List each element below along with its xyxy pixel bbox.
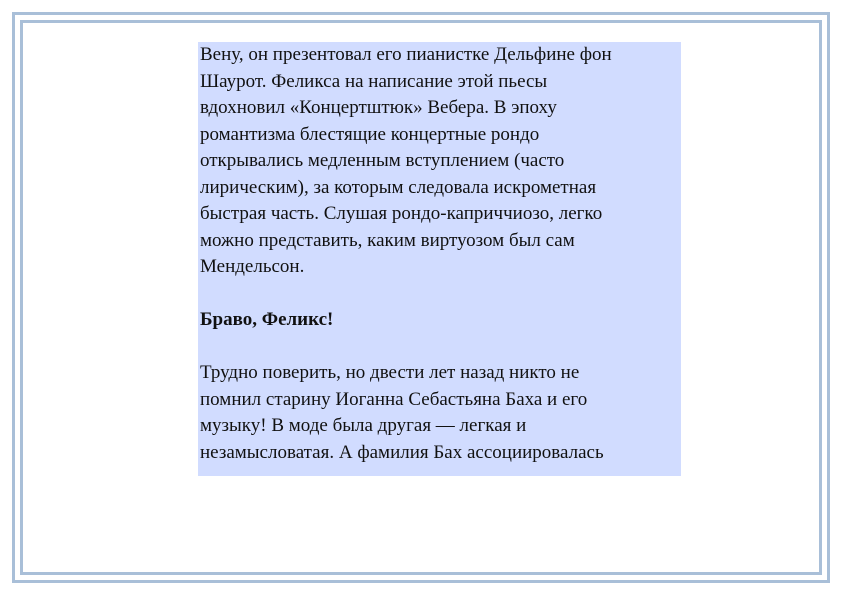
text-line: открывались медленным вступлением (часто: [200, 150, 565, 171]
text-line: Мендельсон.: [200, 256, 305, 277]
text-line: лирическим), за которым следовала искрометная: [200, 176, 597, 198]
paragraph-2: [200, 360, 679, 466]
text-line: незамысловатая. А фамилия Бах ассоциировалась: [200, 441, 604, 463]
text-line: Шаурот. Феликса на написание этой пьесы: [200, 70, 548, 92]
text-line: Трудно поверить, но двести лет назад никто не: [200, 362, 580, 383]
text-line: музыку! В моде была другая — легкая и: [200, 415, 527, 436]
text-line: вдохновил «Концертштюк» Вебера. В эпоху: [200, 97, 557, 118]
text-line: Вену, он презентовал его пианистке Дельфине фон: [200, 44, 612, 65]
text-line: помнил старину Иоганна Себастьяна Баха и его: [200, 388, 588, 410]
paragraph-spacer: [200, 334, 679, 361]
text-line: можно представить, каким виртуозом был сам: [200, 229, 575, 251]
paragraph-1: [200, 42, 679, 281]
section-heading: Браво, Феликс!: [200, 309, 334, 330]
text-block: [198, 42, 681, 476]
text-line: романтизма блестящие концертные рондо: [200, 123, 540, 145]
text-line: быстрая часть. Слушая рондо-каприччиозо, легко: [200, 203, 603, 224]
paragraph-spacer: [200, 281, 679, 308]
